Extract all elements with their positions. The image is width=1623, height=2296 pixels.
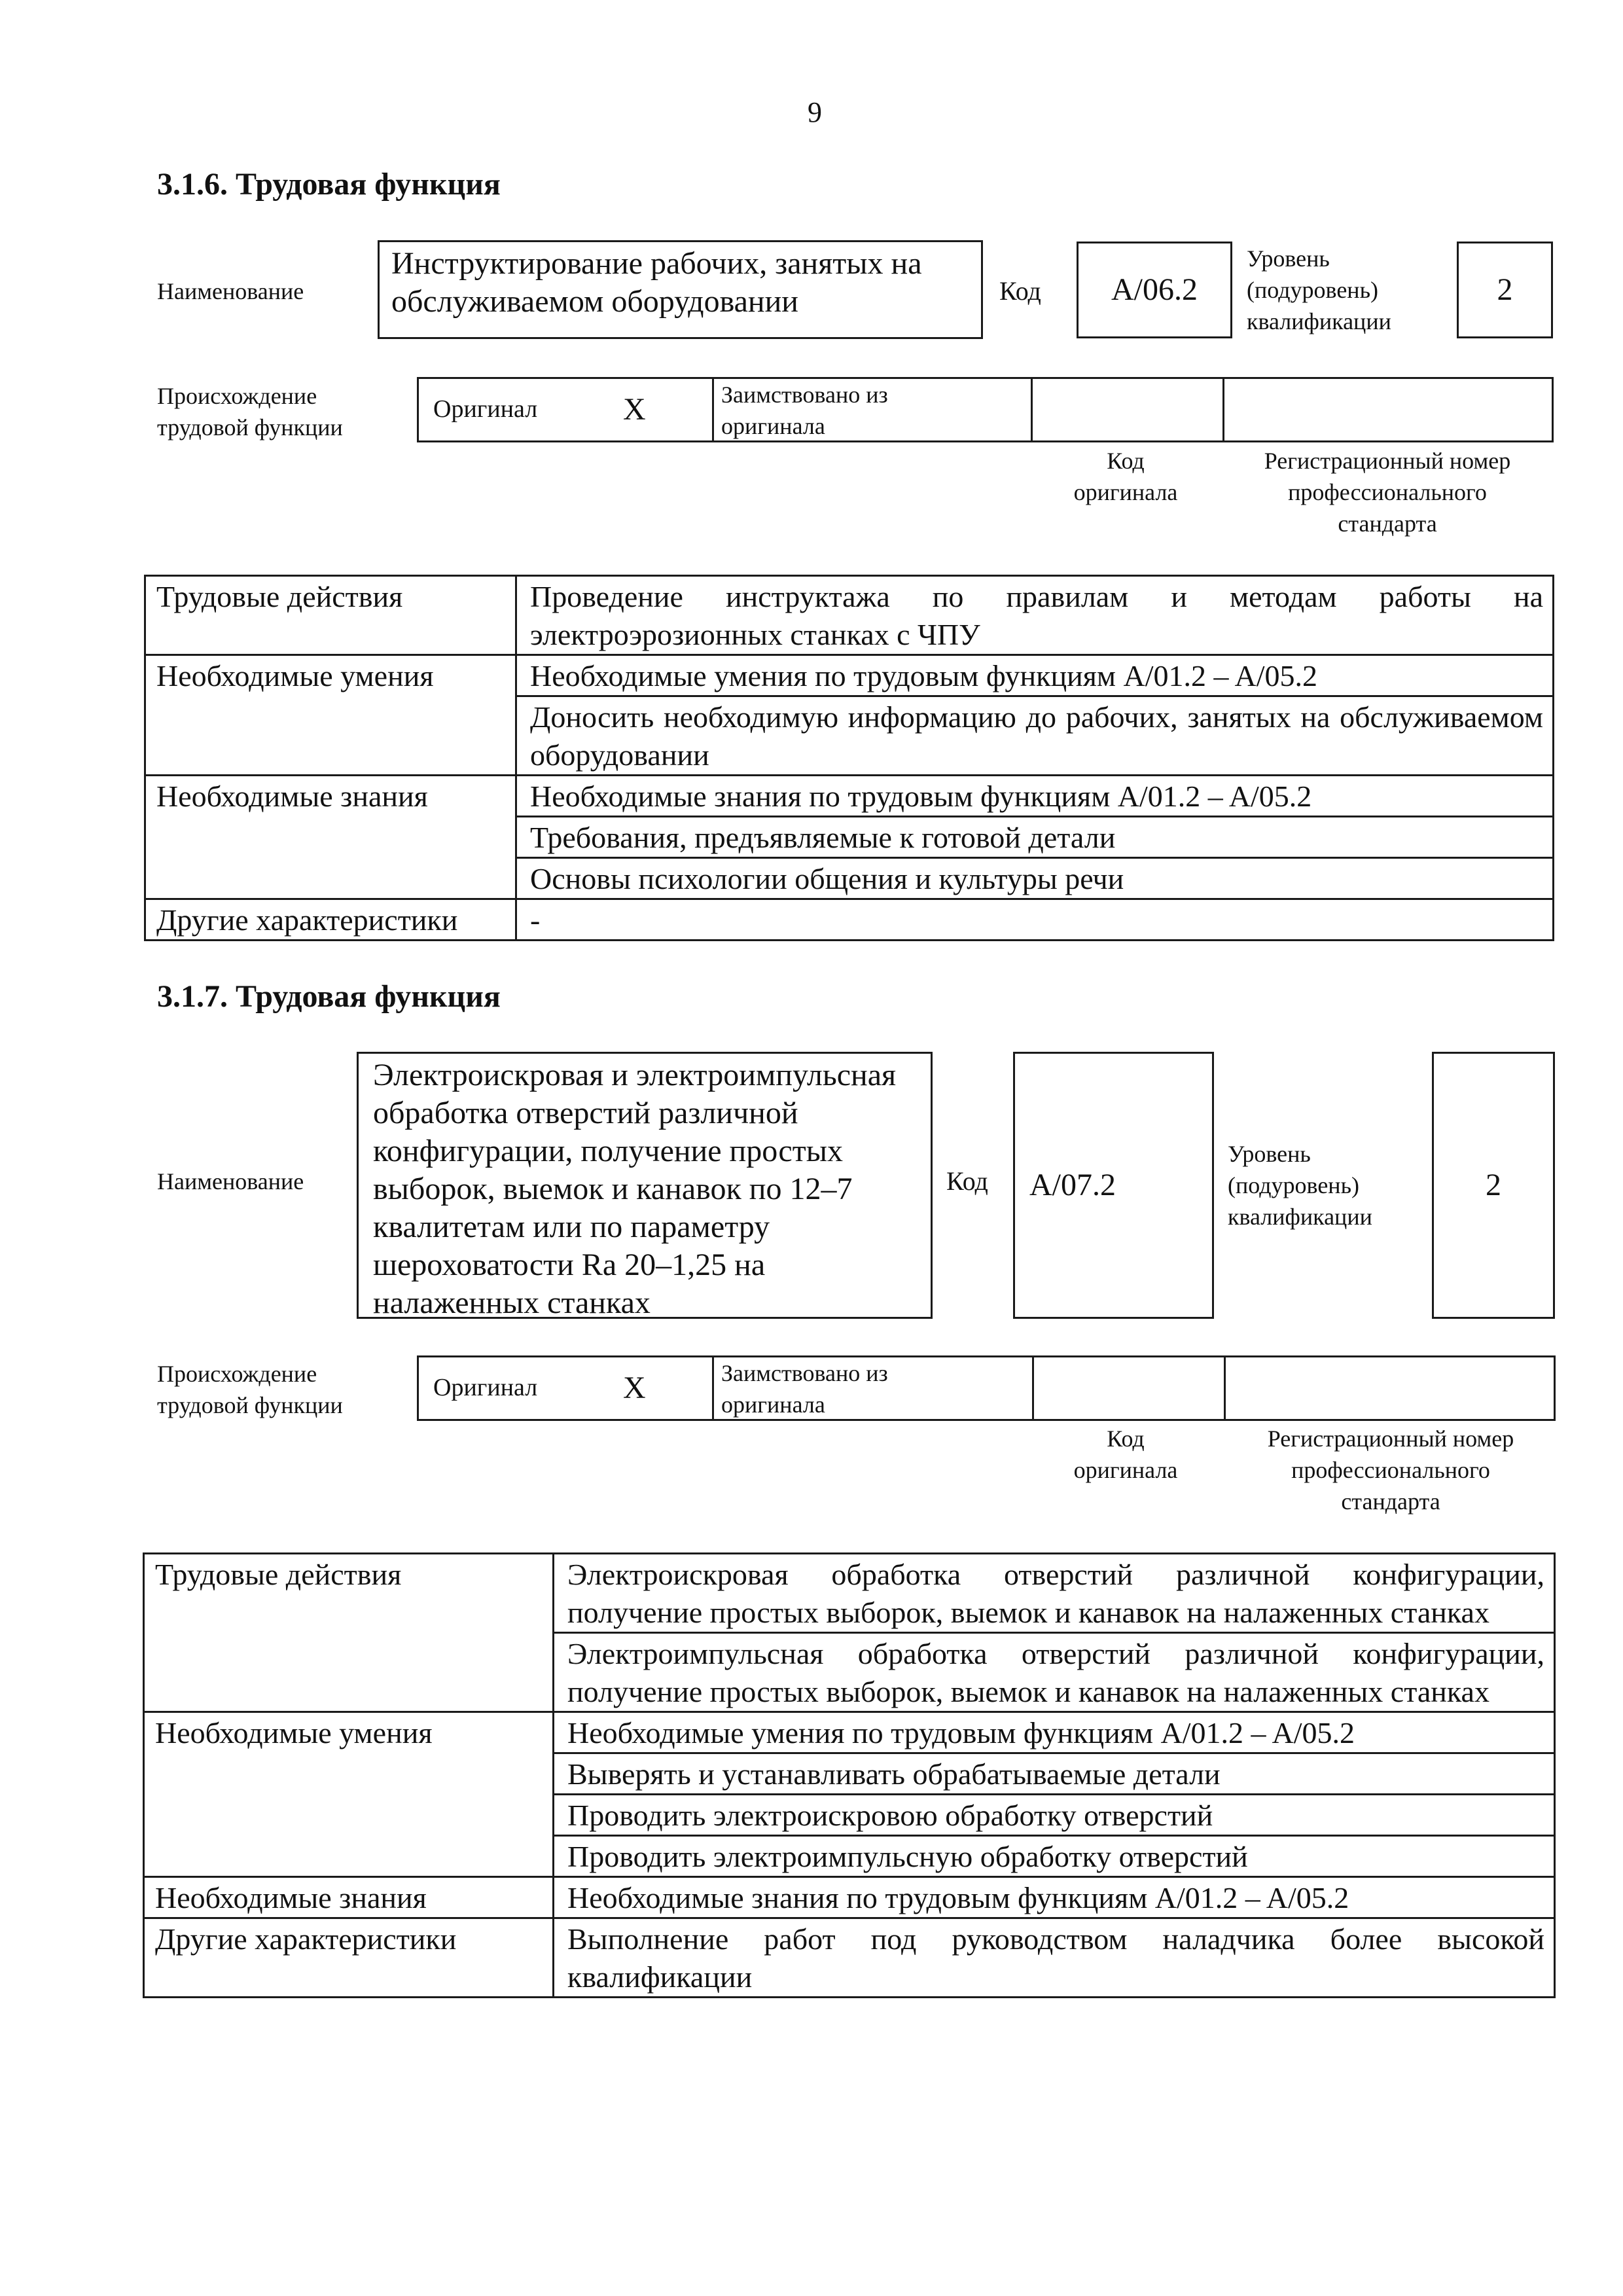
row-item: Проводить электроимпульсную обработку отверстий — [554, 1836, 1555, 1877]
table-row — [144, 1554, 1555, 1633]
level-box-316 — [1457, 242, 1553, 338]
name-box-317 — [357, 1052, 933, 1319]
row-item: Выполнение работ под руководством наладчика более высокой квалификации — [554, 1918, 1555, 1998]
row-label: Необходимые знания — [145, 776, 516, 899]
code-value-316: A/06.2 — [1111, 272, 1198, 307]
row-label: Трудовые действия — [145, 576, 516, 655]
row-item: Проводить электроискровою обработку отверстий — [554, 1795, 1555, 1836]
code-original-caption-316: Код оригинала — [1073, 448, 1178, 505]
code-label-317: Код — [946, 1166, 988, 1196]
origin-table-316 — [417, 377, 1554, 442]
row-item: Необходимые знания по трудовым функциям A/01.2 – A/05.2 — [516, 776, 1554, 817]
reg-number-caption-316: Регистрационный номер профессионального стандарта — [1264, 448, 1511, 537]
row-item: - — [516, 899, 1554, 941]
row-item: Проведение инструктажа по правилам и методам работы на электроэрозионных станках с ЧПУ — [516, 576, 1554, 655]
table-row — [144, 1877, 1555, 1918]
code-original-cell-317 — [1034, 1357, 1224, 1419]
name-label-317: Наименование — [157, 1168, 304, 1194]
row-item: Основы психологии общения и культуры речи — [516, 858, 1554, 899]
table-row — [145, 576, 1554, 655]
row-item: Доносить необходимую информацию до рабочих, занятых на обслуживаемом оборудовании — [516, 696, 1554, 776]
name-label-316: Наименование — [157, 278, 304, 304]
table-row — [144, 1712, 1555, 1753]
name-value-317: Электроискровая и электроимпульсная обработка отверстий различной конфигурации, получение простых выборок, выемок и канавок по 12–7 квалитетам или по параметру шероховатости Ra 20–1,25 на налаженных станках — [373, 1058, 897, 1320]
row-label: Необходимые умения — [145, 655, 516, 776]
original-mark-317: X — [623, 1371, 646, 1405]
code-value-317: A/07.2 — [1029, 1168, 1116, 1202]
row-item: Выверять и устанавливать обрабатываемые детали — [554, 1753, 1555, 1795]
row-item: Необходимые умения по трудовым функциям A/01.2 – A/05.2 — [516, 655, 1554, 696]
name-value-316: Инструктирование рабочих, занятых на обслуживаемом оборудовании — [391, 246, 922, 319]
origin-label-317: Происхождение трудовой функции — [157, 1361, 343, 1418]
section-heading-316: 3.1.6. Трудовая функция — [157, 167, 501, 202]
level-value-317: 2 — [1486, 1168, 1501, 1202]
level-value-316: 2 — [1497, 272, 1513, 307]
name-box-316 — [378, 240, 983, 339]
level-label-316: Уровень (подуровень) квалификации — [1247, 245, 1391, 334]
characteristics-table-317 — [143, 1552, 1556, 1998]
row-item: Электроимпульсная обработка отверстий различной конфигурации, получение простых выборок, выемок и канавок на налаженных станках — [554, 1633, 1555, 1712]
row-item: Электроискровая обработка отверстий различной конфигурации, получение простых выборок, выемок и канавок на налаженных станках — [554, 1554, 1555, 1633]
level-label-317: Уровень (подуровень) квалификации — [1228, 1141, 1372, 1230]
characteristics-table-316 — [144, 575, 1554, 941]
origin-table-317 — [417, 1355, 1556, 1421]
row-item: Необходимые умения по трудовым функциям A/01.2 – A/05.2 — [554, 1712, 1555, 1753]
reg-number-cell-316 — [1224, 379, 1552, 440]
row-item: Требования, предъявляемые к готовой детали — [516, 817, 1554, 858]
code-box-317 — [1013, 1052, 1214, 1319]
original-label-316: Оригинал — [433, 395, 538, 423]
borrowed-label-316: Заимствовано из оригинала — [721, 382, 888, 439]
original-mark-316: X — [623, 392, 646, 427]
code-original-cell-316 — [1033, 379, 1222, 440]
row-label: Другие характеристики — [144, 1918, 554, 1998]
table-row — [145, 655, 1554, 696]
table-row — [145, 776, 1554, 817]
row-label: Необходимые умения — [144, 1712, 554, 1877]
row-label: Трудовые действия — [144, 1554, 554, 1712]
code-box-316 — [1077, 242, 1232, 338]
code-label-316: Код — [999, 276, 1041, 306]
page-number: 9 — [808, 96, 822, 128]
table-row — [145, 899, 1554, 941]
origin-label-316: Происхождение трудовой функции — [157, 383, 343, 440]
table-row — [144, 1918, 1555, 1998]
code-original-caption-317: Код оригинала — [1073, 1426, 1178, 1483]
reg-number-caption-317: Регистрационный номер профессионального стандарта — [1267, 1426, 1514, 1515]
section-heading-317: 3.1.7. Трудовая функция — [157, 979, 501, 1014]
row-label: Другие характеристики — [145, 899, 516, 941]
row-label: Необходимые знания — [144, 1877, 554, 1918]
borrowed-label-317: Заимствовано из оригинала — [721, 1360, 888, 1418]
original-label-317: Оригинал — [433, 1374, 538, 1401]
row-item: Необходимые знания по трудовым функциям A/01.2 – A/05.2 — [554, 1877, 1555, 1918]
level-box-317 — [1432, 1052, 1555, 1319]
reg-number-cell-317 — [1226, 1357, 1553, 1419]
